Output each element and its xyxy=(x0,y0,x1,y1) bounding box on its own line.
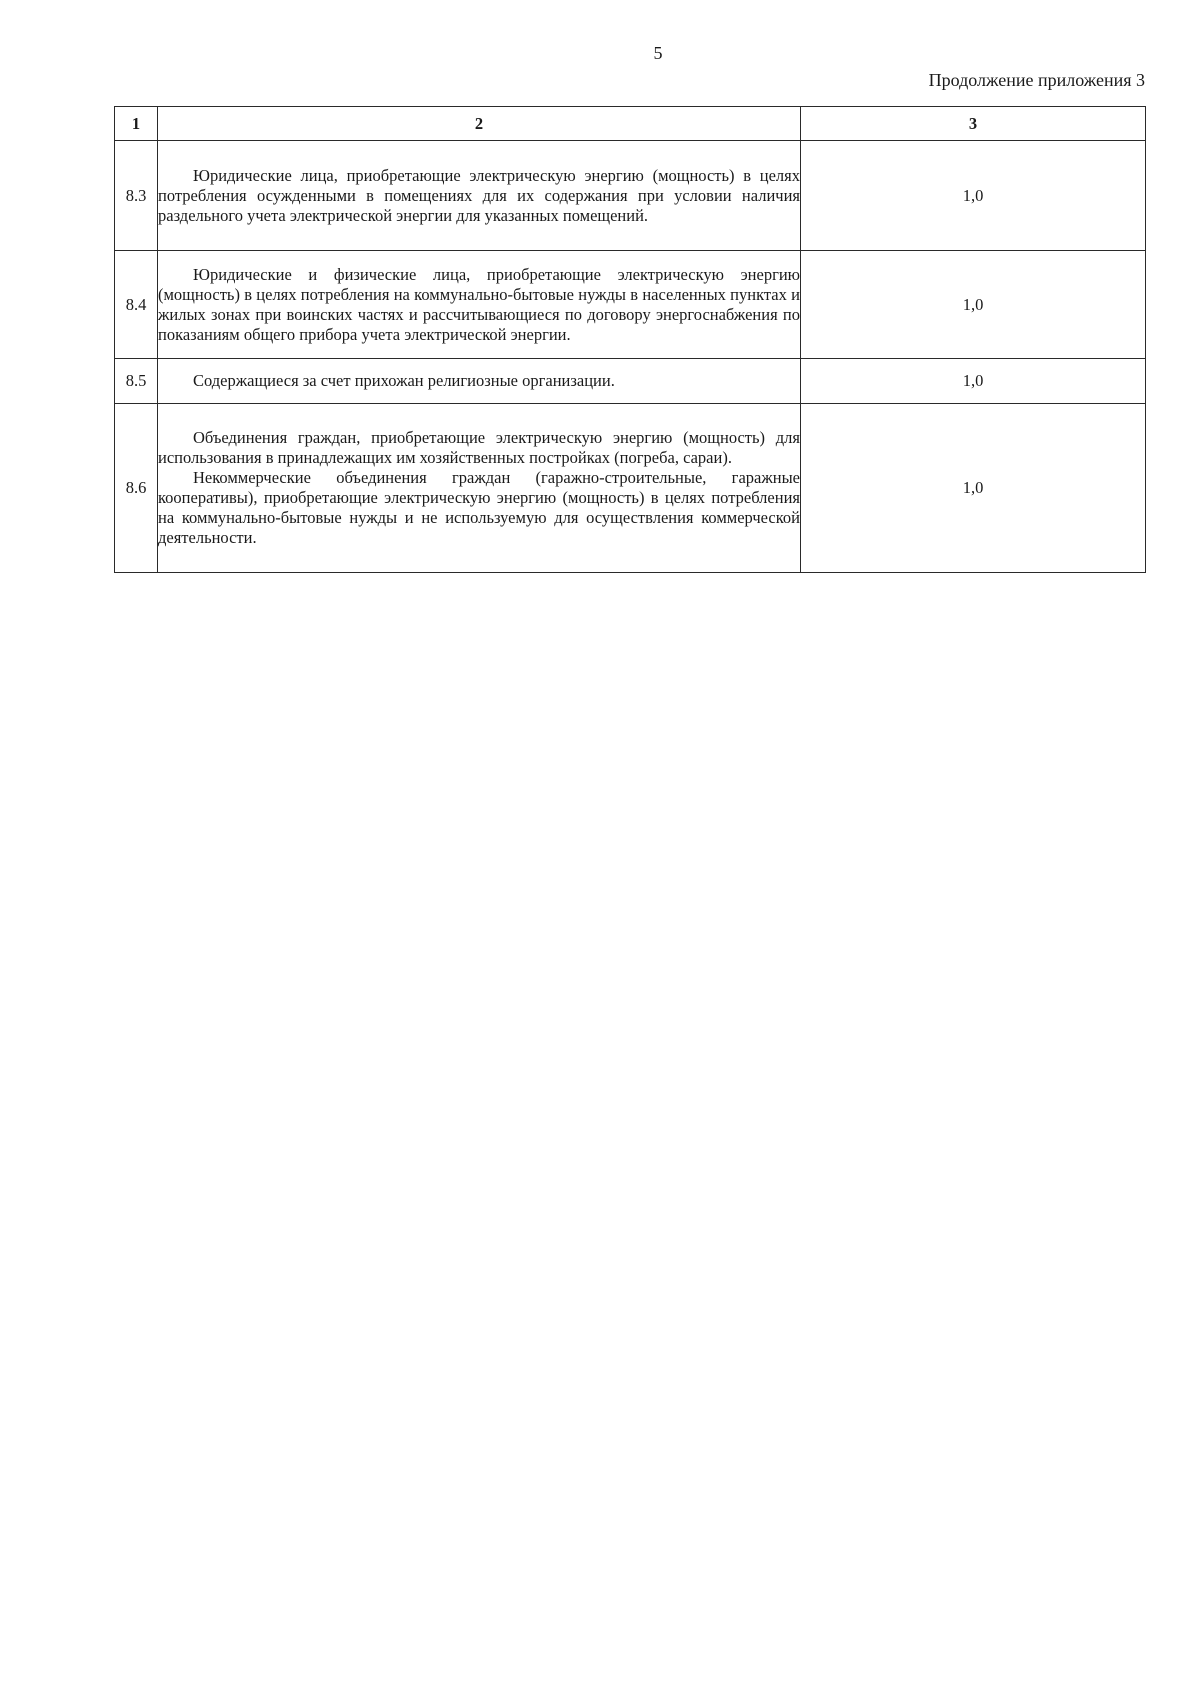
row-value: 1,0 xyxy=(801,404,1146,573)
description-paragraph: Юридические и физические лица, приобретающие электрическую энергию (мощность) в целях потребления на коммунально-бытовые нужды в населенных пунктах и жилых зонах при воинских частях и рассчитывающиеся по договору энергоснабжения по показаниям общего прибора учета электрической энергии. xyxy=(158,264,800,344)
continuation-note: Продолжение приложения 3 xyxy=(928,70,1145,90)
row-description xyxy=(158,251,801,359)
description-paragraph: Некоммерческие объединения граждан (гаражно-строительные, гаражные кооперативы), приобретающие электрическую энергию (мощность) в целях потребления на коммунально-бытовые нужды и не используемую для осуществления коммерческой деятельности. xyxy=(158,468,800,547)
table-header-row xyxy=(115,107,1146,141)
table-row xyxy=(115,359,1146,404)
row-number: 8.4 xyxy=(115,251,158,359)
row-value: 1,0 xyxy=(801,251,1146,359)
description-paragraph: Содержащиеся за счет прихожан религиозные организации. xyxy=(193,371,615,390)
row-value: 1,0 xyxy=(801,359,1146,404)
row-description xyxy=(158,359,801,404)
description-paragraph: Юридические лица, приобретающие электрическую энергию (мощность) в целях потребления осужденными в помещениях для их содержания при условии наличия раздельного учета электрической энергии для указанных помещений. xyxy=(158,165,800,225)
row-description xyxy=(158,141,801,251)
column-header-number: 1 xyxy=(115,107,158,141)
row-value: 1,0 xyxy=(801,141,1146,251)
column-header-value: 3 xyxy=(801,107,1146,141)
table-row xyxy=(115,141,1146,251)
description-paragraph: Объединения граждан, приобретающие электрическую энергию (мощность) для использования в принадлежащих им хозяйственных постройках (погреба, сараи). xyxy=(158,428,800,467)
table-row xyxy=(115,404,1146,573)
page-number: 5 xyxy=(653,43,663,63)
appendix-table xyxy=(114,106,1146,573)
column-header-description: 2 xyxy=(158,107,801,141)
row-number: 8.6 xyxy=(115,404,158,573)
row-number: 8.5 xyxy=(115,359,158,404)
row-description xyxy=(158,404,801,573)
row-number: 8.3 xyxy=(115,141,158,251)
table-row xyxy=(115,251,1146,359)
